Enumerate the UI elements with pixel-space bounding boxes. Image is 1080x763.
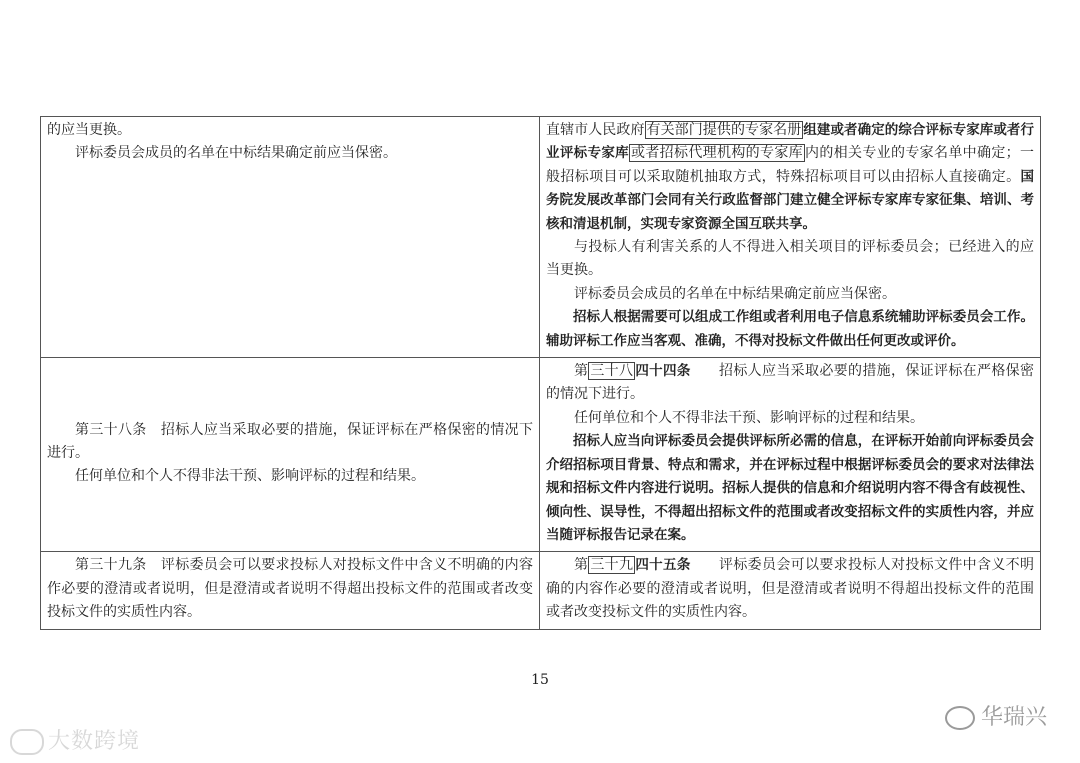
- wechat-icon: [945, 706, 975, 730]
- page-number: 15: [531, 672, 549, 688]
- paragraph: 的应当更换。: [47, 122, 131, 138]
- text-run: 招标人应当采取必要的措施，保证评标在严格保密的情况下进行。: [546, 363, 1035, 403]
- watermark-text: 大数跨境: [48, 729, 141, 754]
- paragraph: 第三十九条 评标委员会可以要求投标人对投标文件中含义不明确的内容作必要的澄清或者说明，但是澄清或者说明不得超出投标文件的范围或者改变投标文件的实质性内容。: [47, 557, 533, 621]
- paragraph: 评标委员会成员的名单在中标结果确定前应当保密。: [574, 285, 896, 302]
- watermark-right: [945, 700, 1047, 731]
- new-text-cell: [540, 117, 1041, 358]
- text-run: 第: [574, 557, 589, 574]
- paragraph: [546, 119, 1034, 236]
- added-paragraph: 招标人应当向评标委员会提供评标所必需的信息，在评标开始前向评标委员会介绍招标项目背景、特点和需求，并在评标过程中根据评标委员会的要求对法律法规和招标文件内容进行说明。招标人提供的信息和介绍说明内容不得含有歧视性、倾向性、误导性，不得超出招标文件的范围或者改变招标文件的实质性内容，并应当随评标报告记录在案。: [546, 433, 1034, 543]
- old-text-cell: [41, 552, 540, 629]
- deleted-text-box: 有关部门提供的专家名册: [646, 122, 802, 138]
- added-paragraph: 招标人根据需要可以组成工作组或者利用电子信息系统辅助评标委员会工作。辅助评标工作应当客观、准确，不得对投标文件做出任何更改或评价。: [546, 309, 1034, 349]
- watermark-text: 华瑞兴: [981, 705, 1048, 730]
- watermark-left: [10, 724, 140, 755]
- text-run: 内的相关专业的专家名单中确定；一般招标项目可以采取随机抽取方式，特殊招标项目可以由招标人直接确定。: [546, 145, 1034, 185]
- new-article-number: 四十五条: [635, 557, 691, 574]
- paragraph: 第三十八条 招标人应当采取必要的措施，保证评标在严格保密的情况下进行。: [47, 421, 533, 461]
- added-text: 国务院发展改革部门会同有关行政监督部门建立健全评标专家库专家征集、培训、考核和清退机制，实现专家资源全国互联共享。: [546, 168, 1034, 232]
- table-row: [41, 358, 1041, 552]
- paragraph: [546, 554, 1034, 624]
- table-row: [41, 552, 1041, 629]
- paragraph: 评标委员会成员的名单在中标结果确定前应当保密。: [75, 145, 397, 162]
- deleted-article-number: 三十八: [590, 363, 634, 380]
- deleted-text-box: 或者招标代理机构的专家库: [631, 145, 803, 162]
- text-run: 直辖市人民政府: [546, 122, 645, 138]
- deleted-article-number: 三十九: [590, 557, 634, 574]
- old-text-cell: [41, 117, 540, 358]
- new-text-cell: [540, 358, 1041, 552]
- text-run: 评标委员会可以要求投标人对投标文件中含义不明确的内容作必要的澄清或者说明，但是澄清或者说明不得超出投标文件的范围或者改变投标文件的实质性内容。: [546, 557, 1035, 621]
- paragraph: 任何单位和个人不得非法干预、影响评标的过程和结果。: [574, 409, 924, 426]
- paragraph: [546, 360, 1034, 407]
- added-text: 组建或者确定的综合评标专家库或者行业评标专家库: [546, 122, 1035, 162]
- paragraph: 与投标人有利害关系的人不得进入相关项目的评标委员会；已经进入的应当更换。: [546, 239, 1034, 279]
- paragraph: 任何单位和个人不得非法干预、影响评标的过程和结果。: [75, 468, 425, 485]
- new-article-number: 四十四条: [635, 363, 691, 380]
- comparison-table: [40, 116, 1041, 630]
- old-text-cell: [41, 358, 540, 552]
- brand-logo-icon: [10, 729, 44, 755]
- new-text-cell: [540, 552, 1041, 629]
- table-row: [41, 117, 1041, 358]
- text-run: 第: [574, 363, 589, 380]
